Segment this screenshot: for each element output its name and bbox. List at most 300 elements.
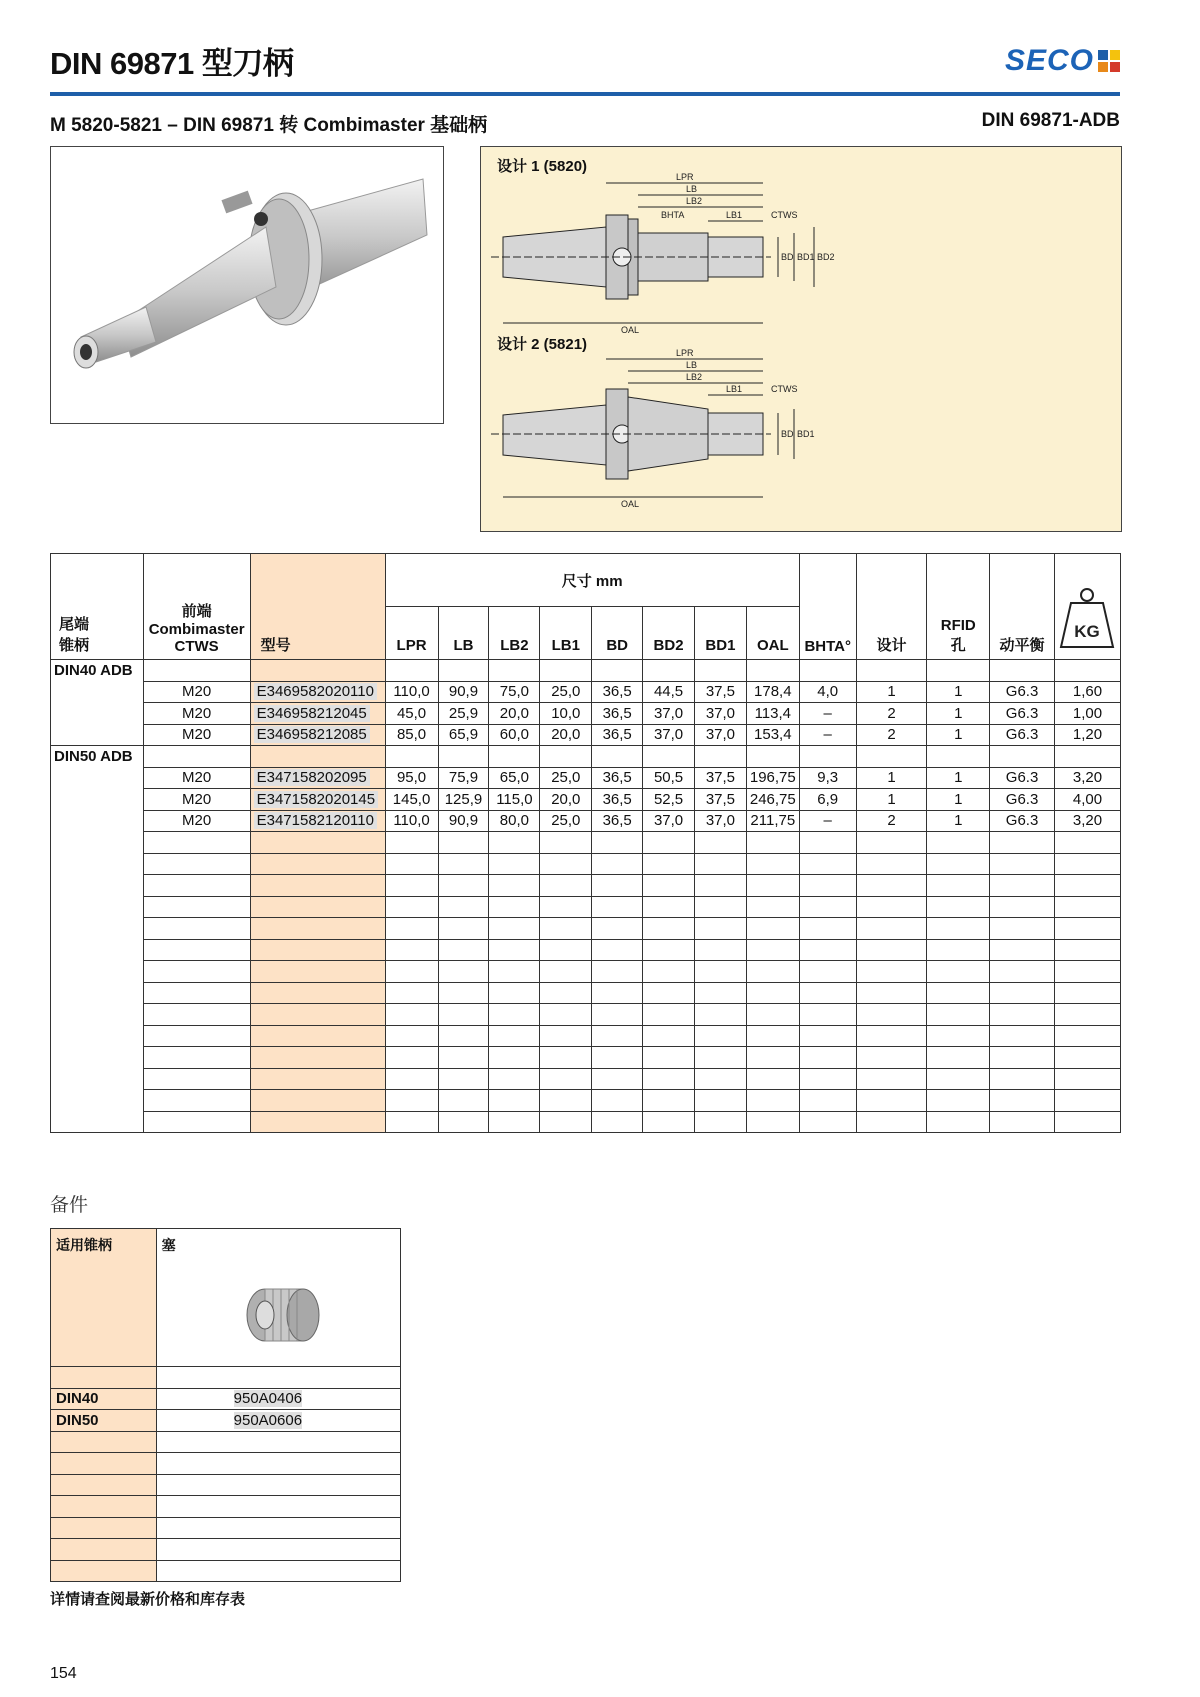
- empty-row: [51, 961, 1121, 983]
- empty-cell: [799, 961, 856, 983]
- accessory-taper: DIN40: [51, 1388, 157, 1410]
- col-design-header: 设计: [856, 554, 927, 660]
- empty-cell: [799, 982, 856, 1004]
- empty-cell: [51, 832, 144, 854]
- empty-cell: [643, 1111, 695, 1133]
- group-name: DIN40 ADB: [51, 660, 144, 682]
- empty-cell: [592, 1068, 643, 1090]
- empty-row: [51, 1474, 401, 1496]
- empty-cell: [799, 918, 856, 940]
- empty-cell: [51, 853, 144, 875]
- empty-cell: [489, 982, 540, 1004]
- balance-cell: G6.3: [990, 789, 1055, 811]
- empty-cell: [540, 832, 592, 854]
- logo-text: SECO: [1004, 44, 1094, 77]
- empty-cell: [438, 1025, 489, 1047]
- empty-cell: [51, 875, 144, 897]
- empty-cell: [746, 939, 799, 961]
- empty-cell: [592, 961, 643, 983]
- oal-cell: 113,4: [746, 703, 799, 725]
- accessory-part-number: 950A0406: [233, 1390, 303, 1408]
- empty-cell: [592, 1047, 643, 1069]
- bd-cell: 36,5: [592, 767, 643, 789]
- lb1-cell: 20,0: [540, 724, 592, 746]
- empty-cell: [143, 918, 250, 940]
- empty-cell: [927, 1025, 990, 1047]
- empty-cell: [746, 918, 799, 940]
- page-title: DIN 69871 型刀柄: [50, 46, 294, 81]
- lb1-cell: 25,0: [540, 681, 592, 703]
- empty-cell: [143, 875, 250, 897]
- empty-cell: [990, 918, 1055, 940]
- empty-cell: [746, 982, 799, 1004]
- empty-cell: [438, 896, 489, 918]
- model-cell: [250, 789, 385, 811]
- kg-cell: 3,20: [1054, 767, 1120, 789]
- empty-cell: [143, 939, 250, 961]
- empty-cell: [990, 1090, 1055, 1112]
- bhta-cell: –: [799, 724, 856, 746]
- table-cell: [927, 660, 990, 682]
- model-code: E3471582020145: [254, 791, 378, 808]
- empty-cell: [438, 1004, 489, 1026]
- accessories-table: [50, 1228, 401, 1582]
- lb-cell: 75,9: [438, 767, 489, 789]
- empty-cell: [694, 939, 746, 961]
- design-cell: 2: [856, 703, 927, 725]
- empty-cell: [51, 961, 144, 983]
- empty-cell: [489, 875, 540, 897]
- empty-cell: [856, 853, 927, 875]
- empty-cell: [156, 1453, 400, 1475]
- empty-cell: [746, 896, 799, 918]
- table-cell: [51, 724, 144, 746]
- empty-cell: [1054, 832, 1120, 854]
- header-rule: [50, 92, 1120, 96]
- model-code: E3469582020110: [254, 683, 377, 700]
- bd-label: BD: [781, 252, 794, 262]
- table-cell: [540, 660, 592, 682]
- col-lb1-header: LB1: [540, 607, 592, 660]
- empty-cell: [51, 1431, 157, 1453]
- lpr-cell: 145,0: [385, 789, 438, 811]
- empty-cell: [385, 1090, 438, 1112]
- seco-logo: [1005, 44, 1120, 78]
- group-row: [51, 746, 1121, 768]
- lb-cell: 125,9: [438, 789, 489, 811]
- empty-cell: [990, 961, 1055, 983]
- empty-row: [51, 982, 1121, 1004]
- ctws-label: CTWS: [771, 210, 798, 220]
- empty-cell: [927, 982, 990, 1004]
- empty-cell: [250, 1111, 385, 1133]
- kg-cell: 3,20: [1054, 810, 1120, 832]
- empty-cell: [856, 1068, 927, 1090]
- empty-cell: [592, 918, 643, 940]
- table-cell: [143, 746, 250, 768]
- empty-cell: [250, 896, 385, 918]
- empty-cell: [990, 1047, 1055, 1069]
- model-code: E346958212045: [254, 705, 370, 722]
- table-cell: [592, 660, 643, 682]
- design2-label: 设计 2 (5821): [497, 336, 588, 353]
- empty-cell: [799, 1025, 856, 1047]
- bd2-cell: 37,0: [643, 724, 695, 746]
- rfid-cell: 1: [927, 810, 990, 832]
- empty-row: [51, 1047, 1121, 1069]
- empty-cell: [1054, 875, 1120, 897]
- empty-cell: [156, 1496, 400, 1518]
- empty-cell: [694, 961, 746, 983]
- empty-cell: [643, 1090, 695, 1112]
- empty-cell: [1054, 961, 1120, 983]
- product-table: [50, 553, 1121, 1133]
- table-cell: [143, 660, 250, 682]
- table-cell: [489, 660, 540, 682]
- weight-icon: [1059, 585, 1115, 651]
- lb2-cell: 60,0: [489, 724, 540, 746]
- empty-row: [51, 1025, 1121, 1047]
- lb2-cell: 20,0: [489, 703, 540, 725]
- table-cell: [1054, 746, 1120, 768]
- dims-group-header: 尺寸 mm: [385, 554, 799, 607]
- empty-cell: [250, 853, 385, 875]
- design1-label: 设计 1 (5820): [497, 158, 588, 175]
- empty-cell: [990, 1111, 1055, 1133]
- model-cell: [250, 703, 385, 725]
- bd1-cell: 37,5: [694, 767, 746, 789]
- bd-cell: 36,5: [592, 724, 643, 746]
- empty-cell: [643, 918, 695, 940]
- bd-cell: 36,5: [592, 789, 643, 811]
- empty-cell: [385, 982, 438, 1004]
- empty-row: [51, 1539, 401, 1561]
- page-number: 154: [50, 1665, 77, 1682]
- empty-cell: [438, 982, 489, 1004]
- empty-cell: [746, 875, 799, 897]
- empty-cell: [489, 939, 540, 961]
- lpr-label: LPR: [676, 172, 694, 182]
- table-row: [51, 810, 1121, 832]
- empty-cell: [990, 853, 1055, 875]
- empty-cell: [643, 939, 695, 961]
- empty-cell: [489, 1004, 540, 1026]
- table-cell: [540, 746, 592, 768]
- empty-cell: [856, 939, 927, 961]
- empty-cell: [51, 1111, 144, 1133]
- empty-cell: [540, 1111, 592, 1133]
- col-lb-header: LB: [438, 607, 489, 660]
- design1-drawing: [491, 183, 814, 323]
- empty-cell: [250, 982, 385, 1004]
- empty-cell: [540, 1025, 592, 1047]
- empty-cell: [799, 832, 856, 854]
- empty-cell: [927, 1111, 990, 1133]
- ctws-cell: M20: [143, 724, 250, 746]
- bd2-cell: 37,0: [643, 703, 695, 725]
- logo-mark-icon: [1098, 50, 1120, 72]
- bd1-label: BD1: [797, 252, 815, 262]
- empty-cell: [540, 853, 592, 875]
- empty-cell: [694, 875, 746, 897]
- empty-cell: [540, 939, 592, 961]
- empty-cell: [51, 1496, 157, 1518]
- empty-cell: [856, 1111, 927, 1133]
- lb1-label-2: LB1: [726, 384, 743, 394]
- empty-cell: [143, 1111, 250, 1133]
- col-model-header: 型号: [250, 554, 385, 660]
- empty-cell: [856, 832, 927, 854]
- empty-cell: [143, 1004, 250, 1026]
- table-cell: [250, 660, 385, 682]
- table-cell: [694, 660, 746, 682]
- table-row: [51, 767, 1121, 789]
- empty-cell: [694, 1025, 746, 1047]
- empty-cell: [746, 853, 799, 875]
- rfid-cell: 1: [927, 724, 990, 746]
- empty-cell: [385, 939, 438, 961]
- lb-cell: 90,9: [438, 810, 489, 832]
- empty-cell: [51, 939, 144, 961]
- lb2-cell: 65,0: [489, 767, 540, 789]
- empty-cell: [489, 1047, 540, 1069]
- design-cell: 2: [856, 724, 927, 746]
- empty-cell: [746, 1047, 799, 1069]
- empty-cell: [799, 1004, 856, 1026]
- empty-cell: [592, 982, 643, 1004]
- empty-cell: [694, 1004, 746, 1026]
- col-bd2-header: BD2: [643, 607, 695, 660]
- tool-holder-image: [51, 147, 443, 423]
- empty-cell: [990, 1025, 1055, 1047]
- empty-cell: [540, 896, 592, 918]
- accessory-row: [51, 1388, 401, 1410]
- table-cell: [51, 681, 144, 703]
- empty-cell: [250, 1090, 385, 1112]
- lpr-cell: 85,0: [385, 724, 438, 746]
- empty-cell: [489, 853, 540, 875]
- product-table-body: [51, 660, 1121, 1133]
- empty-row: [51, 853, 1121, 875]
- empty-cell: [250, 1004, 385, 1026]
- bhta-label: BHTA: [661, 210, 685, 220]
- empty-cell: [856, 1090, 927, 1112]
- empty-cell: [250, 1025, 385, 1047]
- oal-cell: 246,75: [746, 789, 799, 811]
- empty-cell: [592, 832, 643, 854]
- empty-cell: [643, 896, 695, 918]
- accessory-row: [51, 1410, 401, 1432]
- bd1-cell: 37,0: [694, 724, 746, 746]
- table-cell: [694, 746, 746, 768]
- group-name: DIN50 ADB: [51, 746, 144, 768]
- empty-cell: [990, 832, 1055, 854]
- empty-cell: [746, 1090, 799, 1112]
- empty-cell: [746, 961, 799, 983]
- empty-row: [51, 1496, 401, 1518]
- kg-cell: 1,20: [1054, 724, 1120, 746]
- empty-cell: [799, 1047, 856, 1069]
- oal-cell: 196,75: [746, 767, 799, 789]
- empty-cell: [927, 853, 990, 875]
- bd2-cell: 44,5: [643, 681, 695, 703]
- lb1-label: LB1: [726, 210, 743, 220]
- empty-cell: [51, 1539, 157, 1561]
- plug-icon: [237, 1277, 327, 1347]
- col-bd1-header: BD1: [694, 607, 746, 660]
- bd-label-2: BD: [781, 429, 794, 439]
- empty-row: [51, 1517, 401, 1539]
- empty-cell: [489, 1090, 540, 1112]
- empty-cell: [856, 982, 927, 1004]
- empty-cell: [250, 918, 385, 940]
- empty-cell: [250, 1068, 385, 1090]
- empty-row: [51, 832, 1121, 854]
- lb1-cell: 25,0: [540, 810, 592, 832]
- empty-cell: [540, 961, 592, 983]
- empty-cell: [540, 1068, 592, 1090]
- table-cell: [643, 660, 695, 682]
- bd1-cell: 37,0: [694, 703, 746, 725]
- acc-col-plug-header: 塞: [156, 1229, 400, 1367]
- footnote: 详情请查阅最新价格和库存表: [50, 1591, 246, 1608]
- bd-cell: 36,5: [592, 703, 643, 725]
- kg-cell: 1,00: [1054, 703, 1120, 725]
- empty-cell: [489, 832, 540, 854]
- table-cell: [856, 660, 927, 682]
- col-rfid-header: RFID 孔: [927, 554, 990, 660]
- design-cell: 1: [856, 789, 927, 811]
- table-cell: [385, 746, 438, 768]
- empty-cell: [1054, 1068, 1120, 1090]
- lb-label: LB: [686, 184, 698, 194]
- empty-cell: [438, 1068, 489, 1090]
- empty-cell: [927, 875, 990, 897]
- empty-cell: [643, 982, 695, 1004]
- empty-cell: [143, 896, 250, 918]
- empty-cell: [250, 875, 385, 897]
- empty-cell: [143, 1068, 250, 1090]
- empty-row: [51, 1453, 401, 1475]
- product-photo: [50, 146, 444, 424]
- empty-cell: [643, 961, 695, 983]
- bd2-cell: 52,5: [643, 789, 695, 811]
- lb2-cell: 115,0: [489, 789, 540, 811]
- empty-cell: [143, 1047, 250, 1069]
- bhta-cell: 6,9: [799, 789, 856, 811]
- empty-cell: [540, 1047, 592, 1069]
- bd1-cell: 37,0: [694, 810, 746, 832]
- balance-cell: G6.3: [990, 681, 1055, 703]
- empty-cell: [694, 853, 746, 875]
- rfid-cell: 1: [927, 703, 990, 725]
- empty-cell: [385, 1004, 438, 1026]
- empty-cell: [51, 918, 144, 940]
- empty-cell: [990, 982, 1055, 1004]
- bd-cell: 36,5: [592, 810, 643, 832]
- oal-label-2: OAL: [621, 499, 640, 509]
- model-code: E347158202095: [254, 769, 370, 786]
- accessory-part-cell: [156, 1410, 400, 1432]
- empty-cell: [156, 1367, 400, 1389]
- empty-cell: [51, 1474, 157, 1496]
- empty-cell: [927, 1047, 990, 1069]
- empty-row: [51, 1068, 1121, 1090]
- table-row: [51, 703, 1121, 725]
- empty-cell: [694, 1047, 746, 1069]
- table-cell: [385, 660, 438, 682]
- model-cell: [250, 724, 385, 746]
- empty-cell: [643, 875, 695, 897]
- bhta-cell: –: [799, 810, 856, 832]
- empty-cell: [143, 853, 250, 875]
- table-cell: [438, 746, 489, 768]
- empty-cell: [51, 1004, 144, 1026]
- empty-cell: [990, 1068, 1055, 1090]
- oal-cell: 153,4: [746, 724, 799, 746]
- empty-cell: [1054, 853, 1120, 875]
- empty-cell: [990, 1004, 1055, 1026]
- empty-cell: [1054, 1090, 1120, 1112]
- empty-cell: [156, 1560, 400, 1582]
- design-cell: 1: [856, 681, 927, 703]
- col-ctws-header: 前端 Combimaster CTWS: [143, 554, 250, 660]
- empty-cell: [990, 875, 1055, 897]
- empty-cell: [438, 961, 489, 983]
- group-row: [51, 660, 1121, 682]
- empty-cell: [540, 918, 592, 940]
- empty-cell: [856, 875, 927, 897]
- table-row: [51, 681, 1121, 703]
- table-cell: [592, 746, 643, 768]
- empty-cell: [156, 1517, 400, 1539]
- table-cell: [438, 660, 489, 682]
- empty-row: [51, 1367, 401, 1389]
- empty-row: [51, 1004, 1121, 1026]
- empty-cell: [592, 939, 643, 961]
- balance-cell: G6.3: [990, 810, 1055, 832]
- design-cell: 2: [856, 810, 927, 832]
- empty-cell: [250, 1047, 385, 1069]
- empty-cell: [643, 1025, 695, 1047]
- empty-cell: [250, 939, 385, 961]
- empty-cell: [489, 1068, 540, 1090]
- table-cell: [489, 746, 540, 768]
- bhta-cell: 4,0: [799, 681, 856, 703]
- empty-cell: [927, 832, 990, 854]
- ctws-label-2: CTWS: [771, 384, 798, 394]
- empty-row: [51, 1431, 401, 1453]
- empty-cell: [799, 896, 856, 918]
- empty-row: [51, 1090, 1121, 1112]
- empty-cell: [1054, 939, 1120, 961]
- empty-cell: [438, 939, 489, 961]
- empty-cell: [385, 918, 438, 940]
- empty-cell: [385, 1111, 438, 1133]
- accessory-part-number: 950A0606: [233, 1411, 303, 1429]
- empty-cell: [156, 1474, 400, 1496]
- accessory-part-cell: [156, 1388, 400, 1410]
- oal-label: OAL: [621, 325, 640, 335]
- table-cell: [51, 767, 144, 789]
- lb2-label-2: LB2: [686, 372, 703, 382]
- acc-col-taper-header: 适用锥柄: [51, 1229, 157, 1367]
- model-cell: [250, 681, 385, 703]
- bd2-cell: 50,5: [643, 767, 695, 789]
- empty-cell: [990, 939, 1055, 961]
- empty-cell: [856, 961, 927, 983]
- empty-cell: [746, 1068, 799, 1090]
